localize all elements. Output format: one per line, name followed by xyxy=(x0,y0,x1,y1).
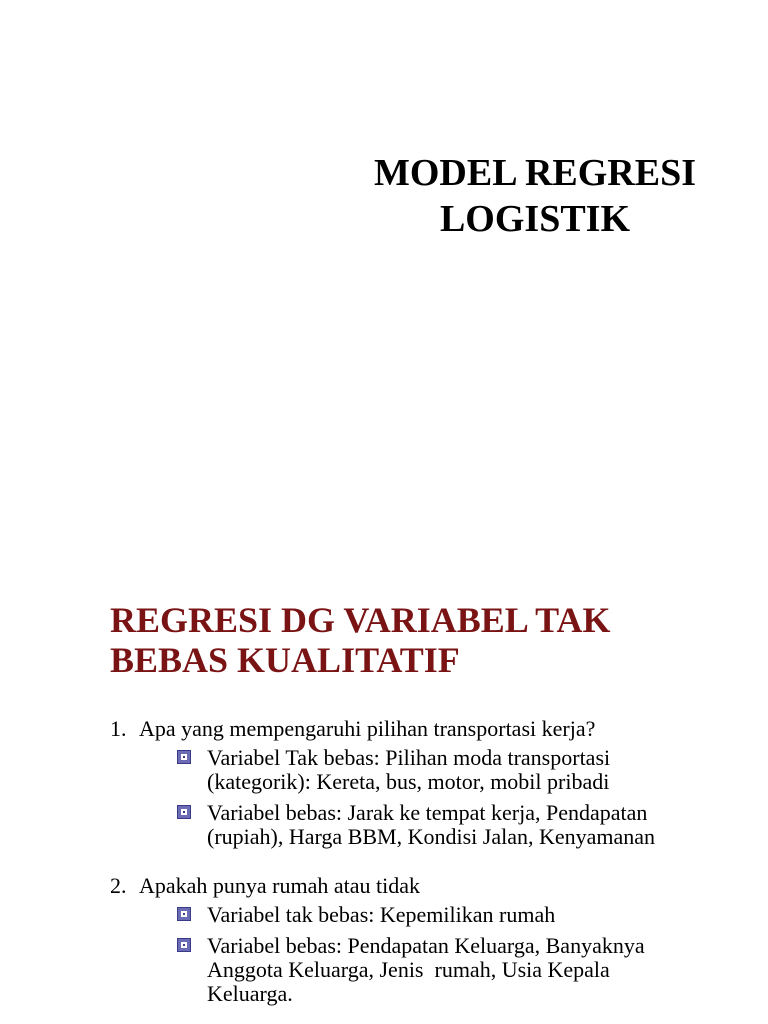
sub-bullet-item xyxy=(139,801,760,849)
sub-bullet-item xyxy=(139,746,760,794)
sub-bullet-line: (rupiah), Harga BBM, Kondisi Jalan, Kenyamanan xyxy=(207,824,656,849)
sub-bullet-line: Anggota Keluarga, Jenis rumah, Usia Kepala xyxy=(207,957,610,982)
square-bullet-icon xyxy=(177,907,191,921)
slide-2-title xyxy=(110,600,750,680)
numbered-item-1 xyxy=(110,717,760,849)
slide-1-title-line-1: MODEL REGRESI xyxy=(373,152,697,194)
item-number: 1. xyxy=(110,716,127,741)
slide-1-title-line-2: LOGISTIK xyxy=(439,198,631,240)
sub-bullet-line: Keluarga. xyxy=(207,981,293,1006)
sub-bullet-list xyxy=(139,903,760,1006)
sub-bullet-line: Variabel bebas: Pendapatan Keluarga, Banyaknya xyxy=(207,933,645,958)
sub-bullet-line: Variabel Tak bebas: Pilihan moda transportasi xyxy=(207,745,611,770)
numbered-item-2 xyxy=(110,874,760,1006)
item-text: Apa yang mempengaruhi pilihan transportasi kerja? xyxy=(139,716,596,741)
slide-2 xyxy=(0,512,768,1024)
item-text: Apakah punya rumah atau tidak xyxy=(139,873,421,898)
item-number: 2. xyxy=(110,873,127,898)
square-bullet-icon xyxy=(177,805,191,819)
square-bullet-icon xyxy=(177,938,191,952)
slide-1-title xyxy=(300,150,768,242)
sub-bullet-line: Variabel tak bebas: Kepemilikan rumah xyxy=(207,902,556,927)
slide-2-title-line-2: BEBAS KUALITATIF xyxy=(110,640,460,680)
square-bullet-icon xyxy=(177,750,191,764)
sub-bullet-line: Variabel bebas: Jarak ke tempat kerja, Pendapatan xyxy=(207,800,648,825)
slide-2-content xyxy=(110,717,760,1006)
slide-2-title-line-1: REGRESI DG VARIABEL TAK xyxy=(110,600,611,640)
sub-bullet-item xyxy=(139,934,760,1006)
sub-bullet-item xyxy=(139,903,760,927)
sub-bullet-list xyxy=(139,746,760,849)
sub-bullet-line: (kategorik): Kereta, bus, motor, mobil pribadi xyxy=(207,769,610,794)
